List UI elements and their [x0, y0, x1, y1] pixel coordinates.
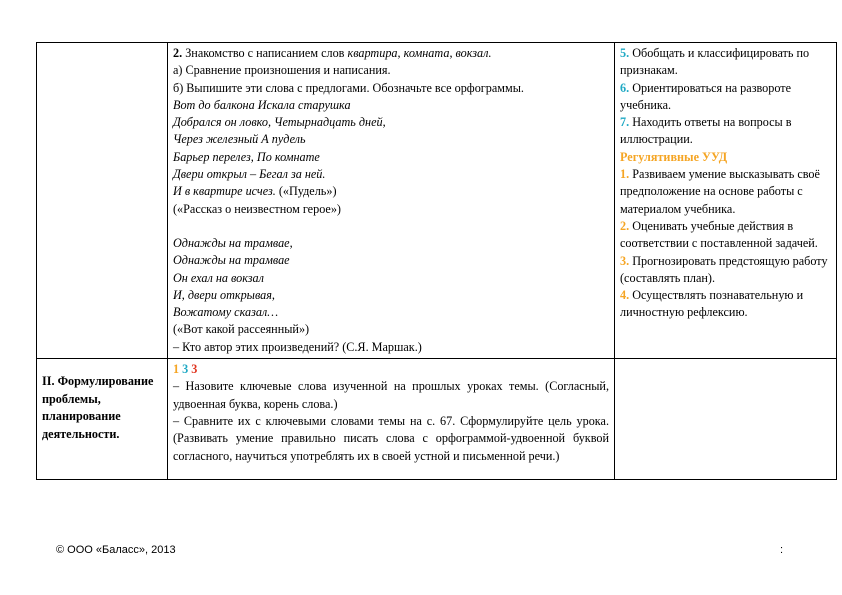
reg-number: 1.	[620, 167, 630, 182]
task-words: квартира, комната, вокзал.	[347, 46, 492, 60]
sub-a: а) Сравнение произношения и написания.	[173, 63, 391, 78]
activity-cell	[168, 359, 615, 480]
reg-text: Развиваем умение высказывать своё предположение на основе работы с материалом учебника.	[620, 167, 820, 216]
reg-text: Прогнозировать предстоящую работу (составлять план).	[620, 253, 828, 285]
poem-line: Однажды на трамвае,	[173, 235, 293, 250]
poem-source: («Рассказ о неизвестном герое»)	[173, 201, 341, 216]
uud-text: Находить ответы на вопросы в иллюстрации.	[620, 115, 792, 147]
reg-item	[620, 253, 831, 288]
reg-text: Осуществлять познавательную и личностную рефлексию.	[620, 288, 804, 320]
uud-cell	[615, 43, 837, 359]
uud-number: 6.	[620, 80, 630, 95]
copyright-footer: © ООО «Баласс», 2013	[56, 544, 176, 556]
uud-item	[620, 80, 831, 115]
reg-item	[620, 218, 831, 253]
poem-line	[173, 183, 609, 200]
uud-number: 5.	[620, 46, 630, 60]
poem-source: («Пудель»)	[275, 184, 337, 199]
poem-line: Он ехал на вокзал	[173, 270, 264, 285]
task-heading	[173, 45, 609, 62]
page-mark: :	[780, 544, 784, 556]
uud-cell-empty	[615, 359, 837, 480]
reg-item	[620, 166, 831, 218]
activity-cell	[168, 43, 615, 359]
table-row	[37, 359, 837, 480]
poem-line: Однажды на трамвае	[173, 253, 290, 268]
uud-text: Обобщать и классифицировать по признакам.	[620, 46, 810, 78]
reg-number: 3.	[620, 253, 630, 268]
marker: 3	[191, 362, 198, 377]
uud-item	[620, 114, 831, 149]
reg-item	[620, 287, 831, 322]
uud-number: 7.	[620, 115, 630, 130]
spacer	[173, 218, 609, 235]
question-text: – Кто автор этих произведений? (С.Я. Маршак.)	[173, 339, 422, 354]
reg-number: 4.	[620, 288, 630, 303]
marker: 3	[182, 362, 189, 377]
lesson-table	[36, 42, 837, 480]
marker: 1	[173, 362, 180, 377]
paragraph: – Назовите ключевые слова изученной на прошлых уроках темы. (Согласный, удвоенная буква, корень слова.)	[173, 379, 609, 411]
poem-line: Барьер перелез, По комнате	[173, 149, 320, 164]
poem-line: Добрался он ловко, Четырнадцать дней,	[173, 115, 386, 130]
poem-line: Вот до балкона Искала старушка	[173, 97, 351, 112]
poem-line-italic: И в квартире исчез.	[173, 184, 276, 199]
poem-line: И, двери открывая,	[173, 287, 275, 302]
stage-title: II. Формулирование проблемы, планирование деятельности.	[42, 374, 154, 441]
marker-row	[173, 361, 609, 378]
poem-source: («Вот какой рассеянный»)	[173, 322, 310, 337]
stage-cell	[37, 359, 168, 480]
poem-line: Через железный А пудель	[173, 132, 306, 147]
sub-b: б) Выпишите эти слова с предлогами. Обозначьте все орфограммы.	[173, 80, 524, 95]
task-number: 2.	[173, 46, 183, 60]
regulatory-title: Регулятивные УУД	[620, 149, 728, 164]
task-text: Знакомство с написанием слов	[182, 46, 348, 60]
poem-line: Двери открыл – Бегал за ней.	[173, 167, 326, 182]
table-row	[37, 43, 837, 359]
uud-item	[620, 45, 831, 80]
reg-text: Оценивать учебные действия в соответствии с поставленной задачей.	[620, 218, 818, 251]
poem-line: Вожатому сказал…	[173, 305, 279, 320]
paragraph: – Сравните их с ключевыми словами темы на с. 67. Сформулируйте цель урока. (Развивать умение правильно писать слова с орфограммой-удвоенной буквой согласного, научиться употреблять их в своей устной и письменной речи.)	[173, 413, 609, 463]
reg-number: 2.	[620, 218, 630, 233]
uud-text: Ориентироваться на развороте учебника.	[620, 80, 792, 112]
stage-cell-empty	[37, 43, 168, 359]
